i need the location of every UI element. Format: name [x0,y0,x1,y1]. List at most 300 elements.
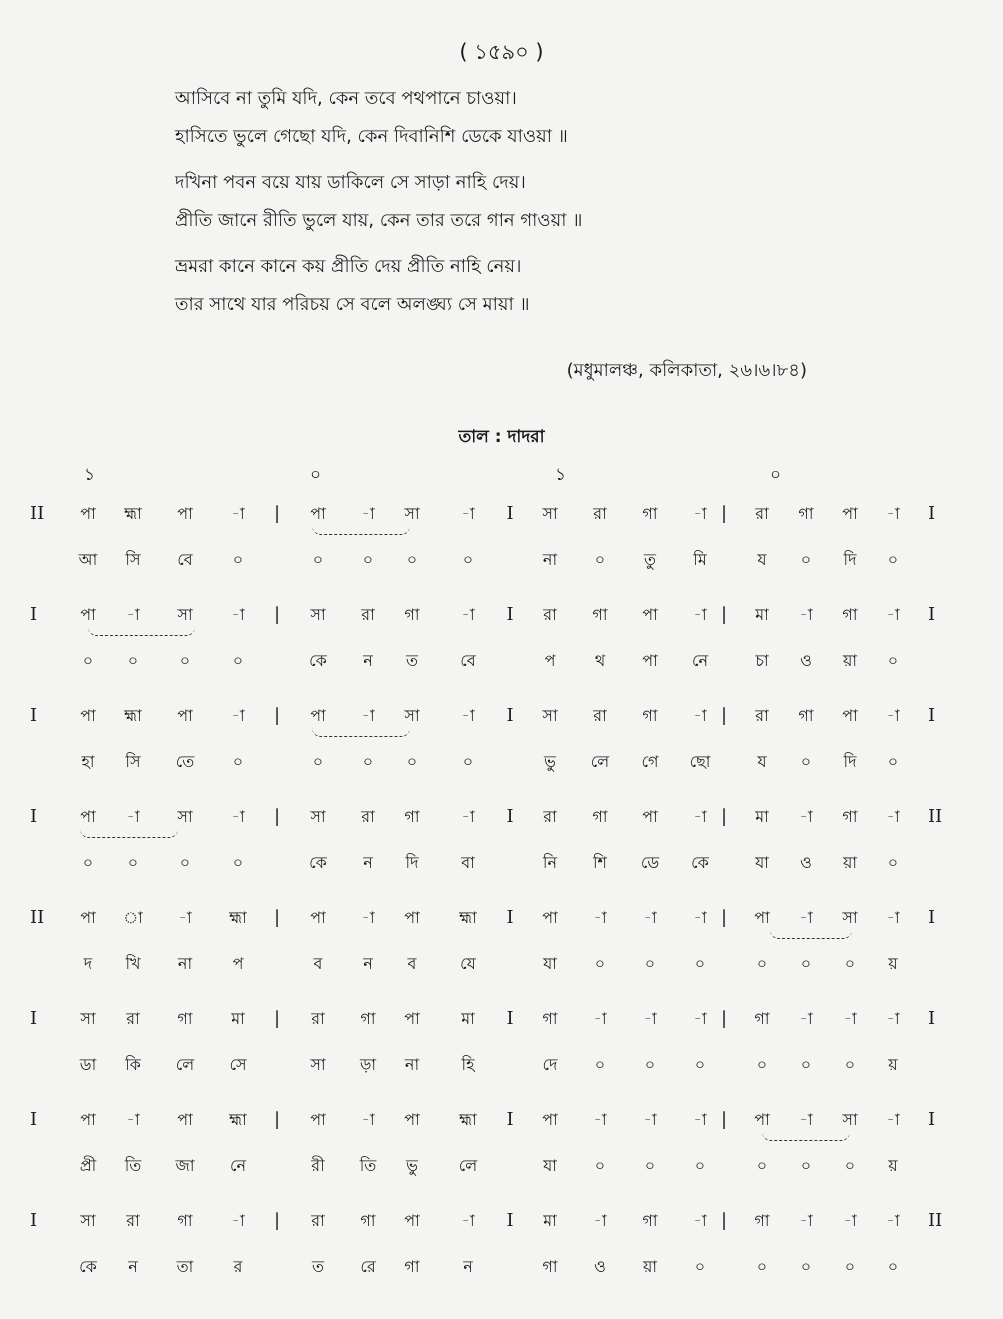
note-cell: রা [755,504,769,523]
lyric-cell: প্রী [79,1156,97,1175]
note-cell: পা [404,908,420,927]
lyric-cell: নি [542,853,558,872]
bar-divider-section: I [506,604,514,625]
note-cell: -া [361,706,375,725]
lyric-cell: ০ [179,651,191,670]
lyric-cell: ০ [82,853,94,872]
note-cell: -া [843,1211,857,1230]
bar-end: I [928,1109,936,1130]
note-cell: পা [177,706,193,725]
lyric-cell: ব [313,954,323,973]
lyric-cell: য [757,550,767,569]
bar-divider: | [720,1109,728,1130]
lyric-cell: নে [229,1156,247,1175]
lyric-cell: ০ [594,1055,606,1074]
note-cell: গা [798,504,814,523]
bar-divider: | [273,1210,281,1231]
note-cell: -া [231,807,245,826]
note-cell: গা [642,504,658,523]
note-cell: হ্মা [124,706,142,725]
notation-table [0,496,1003,1304]
lyric-cell: রে [360,1257,376,1276]
lyric-cell: কি [125,1055,141,1074]
bar-divider: | [720,806,728,827]
lyric-cell: ০ [887,752,899,771]
note-cell: হ্মা [229,1110,247,1129]
bar-divider: | [273,1008,281,1029]
lyric-cell: ০ [462,550,474,569]
note-cell: সা [310,605,326,624]
slur-mark [770,930,852,939]
lyric-line: তার সাথে যার পরিচয় সে বলে অলঙ্ঘ্য সে মায়া ॥ [175,294,530,315]
note-cell: -া [461,807,475,826]
bar-divider-section: I [506,1008,514,1029]
lyric-cell: ০ [694,1156,706,1175]
note-cell: -া [886,605,900,624]
notation-row [0,496,1003,597]
bar-divider: | [720,1008,728,1029]
note-cell: গা [177,1211,193,1230]
lyric-cell: বে [177,550,193,569]
lyric-cell: য় [888,1156,898,1175]
note-cell: গা [360,1211,376,1230]
note-cell: -া [231,1211,245,1230]
note-cell: রা [126,1211,140,1230]
lyric-cell: ০ [594,954,606,973]
lyric-cell: দে [542,1055,558,1074]
lyric-cell: বে [460,651,476,670]
lyric-cell: য় [888,954,898,973]
bar-start: II [30,907,45,928]
note-cell: -া [643,1110,657,1129]
lyric-cell: ০ [179,853,191,872]
notation-row [0,1001,1003,1102]
bar-start: I [30,1008,38,1029]
lyric-cell: যে [460,954,476,973]
note-cell: া [123,908,143,927]
lyric-cell: রী [311,1156,325,1175]
lyric-cell: লে [458,1156,478,1175]
note-cell: -া [361,504,375,523]
lyric-cell: ০ [887,853,899,872]
note-cell: -া [231,504,245,523]
lyric-cell: ০ [127,651,139,670]
lyric-cell: হা [81,752,95,771]
lyric-cell: মি [693,550,707,569]
bar-end: I [928,1008,936,1029]
lyric-line: হাসিতে ভুলে গেছো যদি, কেন দিবানিশি ডেকে যাওয়া ॥ [175,126,568,147]
lyric-cell: ০ [312,550,324,569]
lyric-cell: নে [691,651,709,670]
lyric-cell: ০ [887,651,899,670]
note-cell: গা [542,1009,558,1028]
note-cell: পা [842,706,858,725]
note-cell: পা [177,504,193,523]
note-cell: মা [461,1009,475,1028]
lyric-cell: গে [641,752,659,771]
lyric-cell: যা [543,954,557,973]
bar-end: II [928,806,943,827]
lyric-cell: হি [461,1055,475,1074]
bar-end: II [928,1210,943,1231]
bar-divider: | [720,503,728,524]
note-cell: পা [80,807,96,826]
lyric-cell: ভু [544,752,556,771]
bar-divider-section: I [506,806,514,827]
lyric-cell: ডে [640,853,660,872]
lyric-cell: ০ [800,1055,812,1074]
lyric-cell: না [404,1055,420,1074]
bar-end: I [928,604,936,625]
note-cell: -া [693,706,707,725]
note-cell: -া [593,908,607,927]
bar-divider: | [273,907,281,928]
note-cell: -া [693,807,707,826]
lyric-cell: তে [175,752,195,771]
note-cell: -া [799,1110,813,1129]
note-cell: মা [755,605,769,624]
note-cell: সা [310,807,326,826]
note-cell: গা [592,807,608,826]
lyric-cell: সি [125,550,141,569]
bar-divider-section: I [506,1210,514,1231]
lyric-cell: ন [463,1257,473,1276]
slur-mark [762,1132,850,1141]
lyric-cell: গা [404,1257,420,1276]
source-citation: (মধুমালঞ্চ, কলিকাতা, ২৬।৬।৮৪) [566,360,807,381]
note-cell: পা [310,504,326,523]
lyric-cell: ন [128,1257,138,1276]
lyric-cell: থ [594,651,606,670]
note-cell: সা [842,908,858,927]
lyric-cell: ০ [406,752,418,771]
note-cell: পা [404,1110,420,1129]
note-cell: পা [642,605,658,624]
lyric-cell: ০ [756,1055,768,1074]
notation-row [0,900,1003,1001]
lyric-cell: ০ [844,1055,856,1074]
lyric-cell: কে [691,853,709,872]
note-cell: গা [754,1009,770,1028]
lyric-cell: ন [363,651,373,670]
lyric-cell: তি [124,1156,142,1175]
lyric-cell: ০ [887,550,899,569]
bar-divider: | [720,1210,728,1231]
lyric-cell: আ [78,550,98,569]
note-cell: -া [593,1211,607,1230]
beat-mark: ০ [770,465,782,485]
lyric-cell: য় [888,1055,898,1074]
lyric-cell: ০ [800,954,812,973]
note-cell: রা [311,1211,325,1230]
note-cell: পা [642,807,658,826]
lyric-cell: ০ [594,550,606,569]
lyric-line: প্রীতি জানে রীতি ভুলে যায়, কেন তার তরে গান গাওয়া ॥ [175,210,583,231]
note-cell: রা [126,1009,140,1028]
bar-divider: | [720,604,728,625]
lyric-cell: ০ [694,954,706,973]
lyric-cell: ০ [800,550,812,569]
note-cell: রা [755,706,769,725]
lyric-cell: দ [83,954,93,973]
notation-row [0,597,1003,698]
note-cell: -া [886,1110,900,1129]
note-cell: -া [361,908,375,927]
lyric-cell: যা [755,853,769,872]
notation-row [0,698,1003,799]
bar-divider: | [720,705,728,726]
note-cell: -া [461,504,475,523]
note-cell: পা [177,1110,193,1129]
lyric-cell: ০ [756,1257,768,1276]
lyric-cell: দি [405,853,419,872]
lyric-cell: ০ [406,550,418,569]
note-cell: -া [886,1211,900,1230]
lyric-cell: লে [590,752,610,771]
lyric-cell: সি [125,752,141,771]
note-cell: গা [592,605,608,624]
lyric-cell: কে [79,1257,97,1276]
note-cell: সা [80,1211,96,1230]
beat-marks [0,462,1003,486]
note-cell: হ্মা [124,504,142,523]
note-cell: সা [177,605,193,624]
note-cell: -া [593,1009,607,1028]
note-cell: -া [693,908,707,927]
lyric-cell: ছো [689,752,711,771]
bar-end: I [928,503,936,524]
note-cell: মা [231,1009,245,1028]
page-number: ( ১৫৯০ ) [459,40,544,64]
bar-divider-section: I [506,503,514,524]
lyric-cell: প [544,651,556,670]
lyric-cell: য [757,752,767,771]
note-cell: গা [754,1211,770,1230]
lyric-cell: ০ [694,1055,706,1074]
note-cell: -া [693,605,707,624]
bar-start: I [30,806,38,827]
note-cell: সা [177,807,193,826]
lyric-cell: ০ [887,1257,899,1276]
bar-start: I [30,1109,38,1130]
note-cell: -া [643,1009,657,1028]
beat-mark: ১ [555,465,567,485]
bar-divider: | [273,705,281,726]
lyric-cell: পা [642,651,658,670]
lyric-cell: ০ [844,1156,856,1175]
lyric-cell: বা [461,853,475,872]
note-cell: -া [461,1211,475,1230]
note-cell: -া [693,504,707,523]
lyric-cell: ০ [756,1156,768,1175]
note-cell: -া [843,1009,857,1028]
lyric-cell: ০ [844,1257,856,1276]
note-cell: গা [177,1009,193,1028]
note-cell: -া [178,908,192,927]
note-cell: -া [886,908,900,927]
lyric-line: ভ্রমরা কানে কানে কয় প্রীতি দেয় প্রীতি নাহি নেয়। [175,256,522,277]
lyric-cell: য়া [842,853,858,872]
note-cell: সা [80,1009,96,1028]
note-cell: রা [543,807,557,826]
lyric-cell: প [232,954,244,973]
lyric-cell: সা [310,1055,326,1074]
note-cell: -া [126,807,140,826]
lyric-cell: ত [311,1257,325,1276]
slur-mark [88,627,195,636]
lyric-cell: ০ [362,550,374,569]
lyric-cell: কে [309,651,327,670]
note-cell: পা [404,1009,420,1028]
bar-divider-section: I [506,1109,514,1130]
note-cell: রা [543,605,557,624]
note-cell: গা [642,1211,658,1230]
note-cell: পা [542,908,558,927]
note-cell: গা [798,706,814,725]
lyric-cell: ও [594,1257,606,1276]
lyric-cell: ডা [79,1055,97,1074]
notation-row [0,799,1003,900]
lyric-cell: তু [643,550,657,569]
bar-end: I [928,907,936,928]
note-cell: পা [80,1110,96,1129]
lyric-cell: ০ [800,1156,812,1175]
bar-divider: | [273,503,281,524]
note-cell: পা [542,1110,558,1129]
note-cell: পা [842,504,858,523]
lyric-cell: ০ [644,1055,656,1074]
note-cell: -া [886,504,900,523]
lyric-cell: না [177,954,193,973]
bar-start: I [30,1210,38,1231]
lyric-cell: ০ [800,1257,812,1276]
bar-end: I [928,705,936,726]
lyric-cell: কে [309,853,327,872]
lyric-cell: তি [359,1156,377,1175]
note-cell: -া [799,1009,813,1028]
notation-row [0,1203,1003,1304]
slur-mark [312,728,410,737]
bar-divider: | [273,604,281,625]
lyric-cell: না [542,550,558,569]
lyric-cell: ০ [127,853,139,872]
lyric-cell: গা [542,1257,558,1276]
bar-start: I [30,705,38,726]
lyric-cell: ব [407,954,417,973]
lyric-cell: ০ [844,954,856,973]
lyric-cell: ০ [644,954,656,973]
note-cell: পা [80,908,96,927]
lyric-cell: যা [543,1156,557,1175]
note-cell: -া [593,1110,607,1129]
lyric-cell: দি [843,550,857,569]
lyric-cell: শি [592,853,608,872]
note-cell: -া [461,605,475,624]
note-cell: সা [404,706,420,725]
note-cell: -া [231,706,245,725]
beat-mark: ০ [310,465,322,485]
lyric-cell: চা [755,651,769,670]
lyric-cell: ০ [232,853,244,872]
lyric-cell: ও [800,853,812,872]
note-cell: মা [755,807,769,826]
lyric-cell: ০ [362,752,374,771]
note-cell: -া [799,908,813,927]
lyric-cell: ০ [644,1156,656,1175]
lyric-cell: সে [229,1055,247,1074]
note-cell: -া [886,706,900,725]
note-cell: রা [311,1009,325,1028]
note-cell: রা [593,706,607,725]
note-cell: -া [461,706,475,725]
lyric-line: আসিবে না তুমি যদি, কেন তবে পথপানে চাওয়া। [175,88,517,109]
bar-divider-section: I [506,907,514,928]
lyric-cell: ভু [406,1156,418,1175]
note-cell: পা [310,1110,326,1129]
note-cell: -া [799,605,813,624]
note-cell: গা [842,807,858,826]
note-cell: পা [80,504,96,523]
notation-row [0,1102,1003,1203]
note-cell: পা [80,605,96,624]
note-cell: গা [404,605,420,624]
lyric-cell: ০ [756,954,768,973]
note-cell: পা [80,706,96,725]
note-cell: রা [361,605,375,624]
note-cell: -া [693,1211,707,1230]
note-cell: পা [754,1110,770,1129]
note-cell: রা [361,807,375,826]
lyric-cell: ০ [312,752,324,771]
lyric-cell: লে [175,1055,195,1074]
lyric-cell: ০ [82,651,94,670]
lyric-cell: ০ [462,752,474,771]
note-cell: সা [842,1110,858,1129]
note-cell: গা [642,706,658,725]
note-cell: পা [310,908,326,927]
note-cell: -া [886,1009,900,1028]
lyric-line: দখিনা পবন বয়ে যায় ডাকিলে সে সাড়া নাহি দেয়। [175,172,526,193]
note-cell: -া [126,1110,140,1129]
taal-heading: তাল : দাদরা [458,427,545,447]
note-cell: -া [126,605,140,624]
note-cell: গা [842,605,858,624]
bar-start: I [30,604,38,625]
lyric-cell: ০ [232,752,244,771]
lyric-cell: ০ [694,1257,706,1276]
lyric-cell: ০ [594,1156,606,1175]
lyric-cell: ও [800,651,812,670]
lyric-cell: ন [363,954,373,973]
note-cell: পা [754,908,770,927]
note-cell: হ্মা [459,908,477,927]
lyric-cell: ড়া [359,1055,377,1074]
lyric-cell: জা [175,1156,195,1175]
note-cell: -া [799,807,813,826]
note-cell: পা [404,1211,420,1230]
lyric-cell: ০ [232,651,244,670]
lyric-cell: ত [405,651,419,670]
bar-start: II [30,503,45,524]
note-cell: সা [404,504,420,523]
note-cell: হ্মা [459,1110,477,1129]
lyric-cell: য়া [642,1257,658,1276]
note-cell: -া [361,1110,375,1129]
lyric-cell: ০ [800,752,812,771]
note-cell: হ্মা [229,908,247,927]
note-cell: রা [593,504,607,523]
lyric-cell: খি [125,954,141,973]
